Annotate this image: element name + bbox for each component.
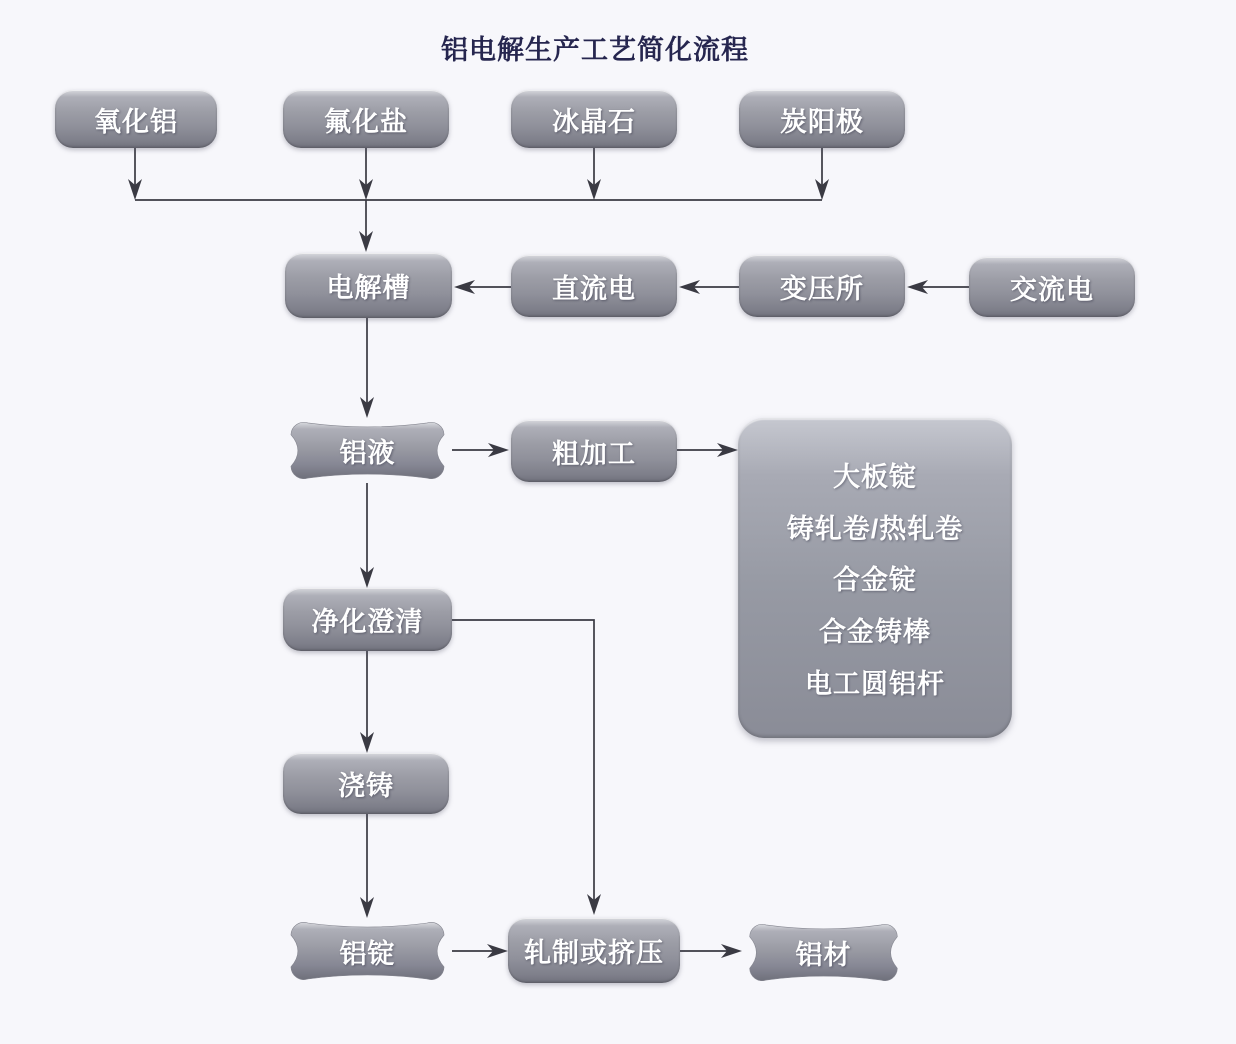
node-purification-clarification [283,588,452,651]
product-alloy-ingot: 合金锭 [833,565,917,596]
arrow-rolling-to-product [680,944,742,958]
node-transformer-station [739,255,905,317]
node-electrolysis-cell-label: 电解槽 [326,273,411,303]
node-casting [283,753,449,814]
arrow-purification-to-casting [360,651,374,753]
arrow-ac-to-transformer [907,280,969,294]
arrow-liquid-to-purification [360,483,374,588]
node-fluoride-salt-label: 氟化盐 [324,106,408,137]
node-electrolysis-cell [285,253,452,318]
node-carbon-anode [739,90,905,148]
arrow-purification-to-rolling [452,620,601,915]
diagram-title: 铝电解生产工艺简化流程 [441,35,749,65]
node-aluminum-ingot-label: 铝锭 [339,938,396,969]
arrow-fluoride-to-bar [359,148,373,200]
arrow-cell-to-liquid [360,318,374,418]
node-ac-power [969,257,1135,317]
node-casting-label: 浇铸 [338,771,394,801]
node-alumina-label: 氧化铝 [94,106,178,137]
arrow-alumina-to-bar [128,148,142,200]
node-rolling-extrusion [508,918,680,983]
node-cryolite [511,90,677,148]
node-rough-processing-label: 粗加工 [552,438,636,469]
node-rolling-extrusion-label: 轧制或挤压 [524,938,664,968]
node-cryolite-label: 冰晶石 [552,106,636,137]
arrow-casting-to-ingot [360,814,374,918]
node-fluoride-salt [283,90,449,148]
product-large-plate-ingot: 大板锭 [833,461,917,492]
product-electrical-round-rod: 电工圆铝杆 [805,669,945,700]
product-cast-hot-rolled-coil: 铸轧卷/热轧卷 [786,513,964,544]
arrow-liquid-to-rough [452,443,509,457]
node-aluminum-liquid-label: 铝液 [339,438,396,468]
node-carbon-anode-label: 炭阳极 [780,106,864,137]
node-aluminum-material [742,920,905,985]
node-transformer-station-label: 变压所 [780,273,864,304]
node-dc-power [511,255,677,317]
node-rough-processing [511,420,677,482]
node-dc-power-label: 直流电 [552,273,636,304]
arrow-transformer-to-dc [679,280,739,294]
arrow-anode-to-bar [815,148,829,200]
node-purification-clarification-label: 净化澄清 [311,607,424,637]
node-aluminum-material-label: 铝材 [795,940,852,970]
node-aluminum-ingot [283,918,452,984]
arrow-dc-to-cell [454,280,511,294]
products-box [738,418,1012,738]
node-alumina [55,90,217,148]
arrow-bar-to-cell [359,200,373,252]
arrow-ingot-to-rolling [452,944,508,958]
product-alloy-cast-rod: 合金铸棒 [819,617,931,648]
arrow-cryolite-to-bar [587,148,601,200]
arrow-rough-to-products [677,443,738,457]
node-aluminum-liquid [283,418,452,483]
node-ac-power-label: 交流电 [1010,274,1094,305]
